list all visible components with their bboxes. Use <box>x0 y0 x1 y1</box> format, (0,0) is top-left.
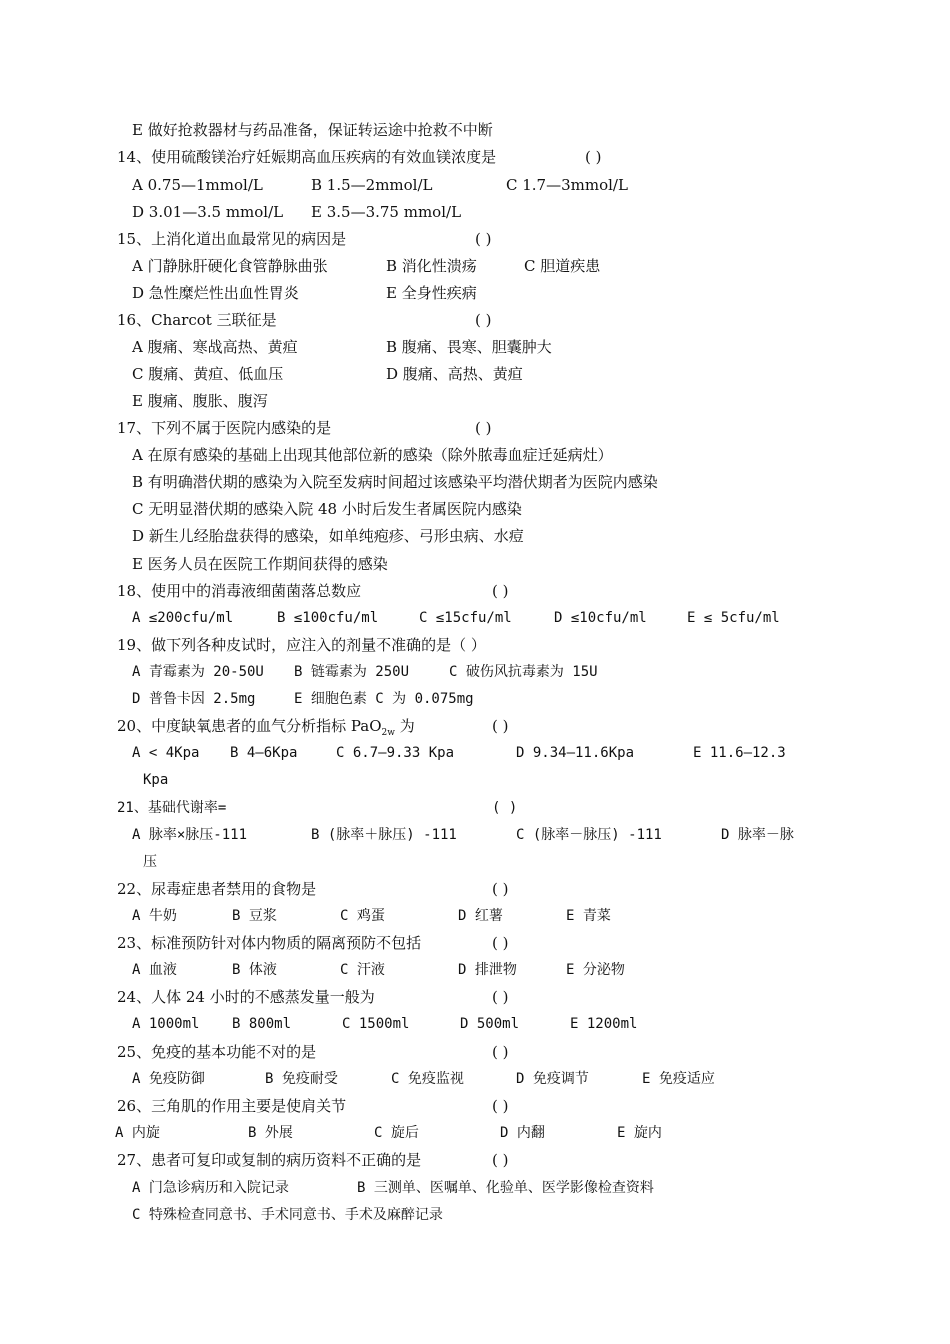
line-segment: ( ) <box>475 230 492 248</box>
line-text: D 3.01—3.5 mmol/L <box>132 203 284 221</box>
line-segment: C 胆道疾患 <box>524 257 601 275</box>
text-line <box>0 984 950 1011</box>
line-text: A 青霉素为 20-50U <box>132 664 264 680</box>
line-text: A 在原有感染的基础上出现其他部位新的感染（除外脓毒血症迁延病灶） <box>132 446 613 464</box>
text-line <box>0 903 950 930</box>
line-segment: D 排泄物 <box>458 962 517 978</box>
text-line <box>0 1175 950 1202</box>
text-line <box>0 659 950 686</box>
line-text: B 有明确潜伏期的感染为入院至发病时间超过该感染平均潜伏期者为医院内感染 <box>132 473 658 491</box>
line-text: 15、上消化道出血最常见的病因是 <box>117 230 347 248</box>
line-text: 26、三角肌的作用主要是使肩关节 <box>117 1097 347 1115</box>
line-segment: C 1500ml <box>342 1016 410 1032</box>
line-text: 24、人体 24 小时的不感蒸发量一般为 <box>117 988 375 1006</box>
line-segment: D 红薯 <box>458 908 503 924</box>
line-segment: B 免疫耐受 <box>265 1071 338 1087</box>
line-text: 压 <box>143 854 157 870</box>
line-segment: C 鸡蛋 <box>340 908 385 924</box>
line-text: A 牛奶 <box>132 908 177 924</box>
text-line <box>0 253 950 280</box>
line-text: A 腹痛、寒战高热、黄疸 <box>132 338 298 356</box>
line-segment: ( ) <box>475 419 492 437</box>
line-text: E 医务人员在医院工作期间获得的感染 <box>132 555 388 573</box>
line-text: Kpa <box>143 772 169 788</box>
text-line <box>0 1120 950 1147</box>
line-segment: D 9.34—11.6Kpa <box>516 745 635 761</box>
line-segment: B 链霉素为 250U <box>294 664 410 680</box>
line-text: 19、做下列各种皮试时，应注入的剂量不准确的是（ ） <box>117 636 486 654</box>
line-text: A 1000ml <box>132 1016 200 1032</box>
line-segment: B 800ml <box>232 1016 292 1032</box>
line-segment: C 汗液 <box>340 962 385 978</box>
text-line <box>0 930 950 957</box>
line-segment: B ≤100cfu/ml <box>277 610 379 626</box>
text-line <box>0 1039 950 1066</box>
line-text: 20、中度缺氧患者的血气分析指标 PaO$_{2w}$ 为 <box>117 717 415 738</box>
text-line <box>0 686 950 713</box>
text-line <box>0 795 950 822</box>
line-segment: E ≤ 5cfu/ml <box>687 610 780 626</box>
line-segment: D 免疫调节 <box>516 1071 589 1087</box>
line-text: 22、尿毒症患者禁用的食物是 <box>117 880 317 898</box>
text-line <box>0 415 950 442</box>
line-segment: C 免疫监视 <box>391 1071 464 1087</box>
text-line <box>0 226 950 253</box>
line-segment: ( ) <box>492 988 509 1006</box>
line-text: A 0.75—1mmol/L <box>132 176 263 194</box>
text-line <box>0 523 950 550</box>
text-line <box>0 578 950 605</box>
line-segment: E 免疫适应 <box>642 1071 715 1087</box>
line-segment: B 4—6Kpa <box>230 745 298 761</box>
line-segment: ( ) <box>585 148 602 166</box>
text-line <box>0 334 950 361</box>
text-line <box>0 605 950 632</box>
line-segment: D 腹痛、高热、黄疸 <box>386 365 523 383</box>
line-segment: B 外展 <box>248 1125 293 1141</box>
line-text: 21、基础代谢率= <box>117 800 227 816</box>
text-line <box>0 144 950 171</box>
text-line <box>0 388 950 415</box>
line-segment: C ≤15cfu/ml <box>419 610 512 626</box>
line-segment: ( ) <box>492 1043 509 1061</box>
text-line <box>0 849 950 876</box>
line-segment: B 消化性溃疡 <box>386 257 477 275</box>
line-segment: ( ) <box>492 934 509 952</box>
text-line <box>0 632 950 659</box>
text-line <box>0 1011 950 1038</box>
text-line <box>0 361 950 388</box>
line-segment: ( ) <box>492 1097 509 1115</box>
line-text: D 新生儿经胎盘获得的感染，如单纯疱疹、弓形虫病、水痘 <box>132 527 524 545</box>
text-line <box>0 740 950 767</box>
text-line <box>0 307 950 334</box>
line-text: E 做好抢救器材与药品准备，保证转运途中抢救不中断 <box>132 121 493 139</box>
text-line <box>0 1202 950 1229</box>
text-line <box>0 957 950 984</box>
line-text: E 腹痛、腹胀、腹泻 <box>132 392 268 410</box>
text-line <box>0 551 950 578</box>
text-line <box>0 1093 950 1120</box>
line-text: 16、Charcot 三联征是 <box>117 311 277 329</box>
line-text: A 血液 <box>132 962 177 978</box>
line-segment: E 3.5—3.75 mmol/L <box>311 203 462 221</box>
line-segment: B 三测单、医嘱单、化验单、医学影像检查资料 <box>357 1180 654 1196</box>
line-segment: D 500ml <box>460 1016 520 1032</box>
line-text: A 脉率×脉压-111 <box>132 827 248 843</box>
line-text: C 腹痛、黄疸、低血压 <box>132 365 284 383</box>
line-text: D 普鲁卡因 2.5mg <box>132 691 256 707</box>
line-segment: E 11.6—12.3 <box>693 745 786 761</box>
line-text: 18、使用中的消毒液细菌菌落总数应 <box>117 582 362 600</box>
line-segment: C (脉率－脉压) -111 <box>516 827 662 843</box>
text-line <box>0 822 950 849</box>
line-text: A ≤200cfu/ml <box>132 610 234 626</box>
text-line <box>0 1147 950 1174</box>
line-text: A < 4Kpa <box>132 745 200 761</box>
line-segment: D 内翻 <box>500 1125 545 1141</box>
line-segment: ( ) <box>492 582 509 600</box>
line-segment: E 分泌物 <box>566 962 625 978</box>
text-line <box>0 172 950 199</box>
text-line <box>0 469 950 496</box>
line-segment: C 1.7—3mmol/L <box>506 176 628 194</box>
line-segment: B 1.5—2mmol/L <box>311 176 433 194</box>
line-segment: B 豆浆 <box>232 908 277 924</box>
line-segment: ( ) <box>492 880 509 898</box>
line-segment: C 6.7—9.33 Kpa <box>336 745 455 761</box>
line-text: 25、免疫的基本功能不对的是 <box>117 1043 317 1061</box>
line-segment: C 旋后 <box>374 1125 419 1141</box>
text-line <box>0 496 950 523</box>
line-text: A 门静脉肝硬化食管静脉曲张 <box>132 257 328 275</box>
line-segment: ( ) <box>475 311 492 329</box>
text-line <box>0 767 950 794</box>
text-line <box>0 1066 950 1093</box>
line-segment: B 腹痛、畏寒、胆囊肿大 <box>386 338 552 356</box>
line-segment: D 脉率－脉 <box>721 827 794 843</box>
line-segment: E 全身性疾病 <box>386 284 477 302</box>
text-line <box>0 280 950 307</box>
line-text: 14、使用硫酸镁治疗妊娠期高血压疾病的有效血镁浓度是 <box>117 148 497 166</box>
line-text: 17、下列不属于医院内感染的是 <box>117 419 332 437</box>
line-segment: ( ) <box>492 717 509 735</box>
line-segment: ( ) <box>492 1151 509 1169</box>
line-segment: D ≤10cfu/ml <box>554 610 647 626</box>
text-line <box>0 713 950 740</box>
line-segment: C 破伤风抗毒素为 15U <box>449 664 598 680</box>
line-text: C 无明显潜伏期的感染入院 48 小时后发生者属医院内感染 <box>132 500 522 518</box>
line-segment: E 青菜 <box>566 908 611 924</box>
line-text: C 特殊检查同意书、手术同意书、手术及麻醉记录 <box>132 1207 443 1223</box>
line-segment: E 旋内 <box>617 1125 662 1141</box>
line-segment: B 体液 <box>232 962 277 978</box>
line-text: A 内旋 <box>115 1125 160 1141</box>
line-segment: E 细胞色素 C 为 0.075mg <box>294 691 474 707</box>
line-text: A 免疫防御 <box>132 1071 205 1087</box>
line-segment: E 1200ml <box>570 1016 638 1032</box>
text-line <box>0 876 950 903</box>
line-segment: B (脉率＋脉压) -111 <box>311 827 457 843</box>
text-line <box>0 199 950 226</box>
line-text: D 急性糜烂性出血性胃炎 <box>132 284 299 302</box>
line-text: A 门急诊病历和入院记录 <box>132 1180 289 1196</box>
text-line <box>0 117 950 144</box>
line-text: 27、患者可复印或复制的病历资料不正确的是 <box>117 1151 422 1169</box>
line-text: 23、标准预防针对体内物质的隔离预防不包括 <box>117 934 422 952</box>
text-line <box>0 442 950 469</box>
line-segment: ( ) <box>492 800 518 816</box>
